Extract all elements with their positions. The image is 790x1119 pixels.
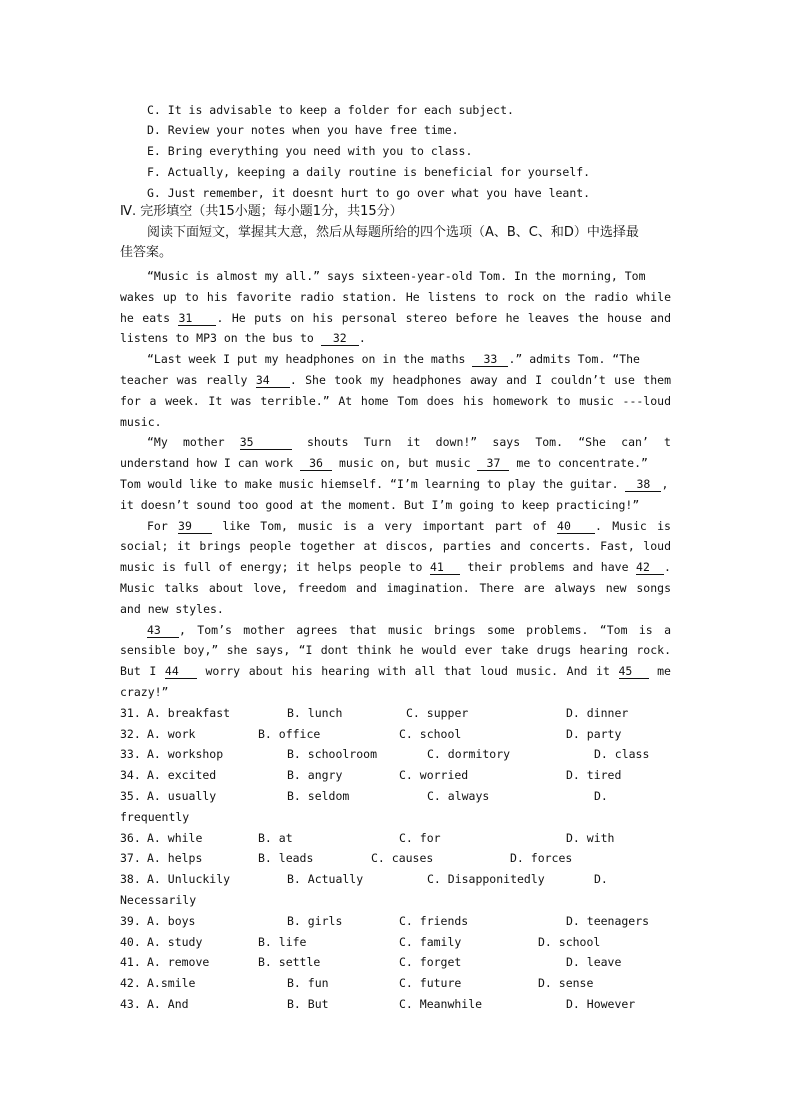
- question-num: 39.: [120, 914, 141, 928]
- passage-line: Music talks about love, freedom and imagination. There are always new songs: [120, 581, 671, 595]
- question-num: 32.: [120, 727, 141, 741]
- option-d[interactable]: D.: [594, 872, 608, 886]
- option-c[interactable]: C. family: [399, 935, 462, 949]
- blank-38[interactable]: 38: [625, 477, 661, 492]
- prev-option-f: F. Actually, keeping a daily routine is beneficial for yourself.: [147, 165, 591, 179]
- blank-43[interactable]: 43: [147, 623, 179, 638]
- option-c[interactable]: C. for: [399, 831, 441, 845]
- option-a[interactable]: A. breakfast: [147, 706, 231, 720]
- option-c[interactable]: C. Meanwhile: [399, 997, 483, 1011]
- option-a[interactable]: A. while: [147, 831, 203, 845]
- option-c[interactable]: C. supper: [406, 706, 469, 720]
- option-d[interactable]: D. forces: [510, 851, 573, 865]
- option-d-cont[interactable]: frequently: [120, 810, 190, 824]
- passage-line: wakes up to his favorite radio station. He listens to rock on the radio while: [120, 290, 671, 304]
- option-a[interactable]: A. And: [147, 997, 189, 1011]
- option-d[interactable]: D. with: [566, 831, 615, 845]
- option-b[interactable]: B. angry: [287, 768, 343, 782]
- passage-line: listens to MP3 on the bus to 32 .: [120, 331, 366, 345]
- option-a[interactable]: A. study: [147, 935, 203, 949]
- blank-32[interactable]: 32: [321, 331, 359, 346]
- option-c[interactable]: C. causes: [371, 851, 434, 865]
- passage-line: music is full of energy; it helps people to 41 their problems and have 42 .: [120, 560, 671, 574]
- section-instruction-cont: 佳答案。: [120, 245, 173, 260]
- option-a[interactable]: A. boys: [147, 914, 196, 928]
- passage-line: for a week. It was terrible.” At home Tom does his homework to music ---loud: [120, 394, 671, 408]
- prev-option-d: D. Review your notes when you have free time.: [147, 123, 459, 137]
- option-b[interactable]: B. fun: [287, 976, 329, 990]
- prev-option-g: G. Just remember, it doesnt hurt to go over what you have leant.: [147, 186, 591, 200]
- option-a[interactable]: A. Unluckily: [147, 872, 231, 886]
- question-num: 37.: [120, 851, 141, 865]
- blank-44[interactable]: 44: [165, 664, 197, 679]
- passage-line: Tom would like to make music hiemself. “I’m learning to play the guitar. 38 ,: [120, 477, 669, 491]
- option-a[interactable]: A. remove: [147, 955, 210, 969]
- option-a[interactable]: A. work: [147, 727, 196, 741]
- option-b[interactable]: B. settle: [258, 955, 321, 969]
- question-num: 42.: [120, 976, 141, 990]
- prev-option-c: C. It is advisable to keep a folder for each subject.: [147, 103, 514, 117]
- blank-41[interactable]: 41: [430, 560, 460, 575]
- option-d[interactable]: D. However: [566, 997, 636, 1011]
- blank-45[interactable]: 45: [619, 664, 649, 679]
- passage-line: “Last week I put my headphones on in the maths 33 .” admits Tom. “The: [147, 352, 640, 366]
- option-d[interactable]: D. party: [566, 727, 622, 741]
- passage-line: “Music is almost my all.” says sixteen-year-old Tom. In the morning, Tom: [147, 269, 646, 283]
- option-c[interactable]: C. school: [399, 727, 462, 741]
- passage-line: teacher was really 34 . She took my headphones away and I couldn’t use them: [120, 373, 671, 387]
- option-b[interactable]: B. Actually: [287, 872, 364, 886]
- section-instruction: 阅读下面短文，掌握其大意，然后从每题所给的四个选项（A、B、C、和D）中选择最: [147, 225, 639, 240]
- question-num: 41.: [120, 955, 141, 969]
- passage-line: For 39 like Tom, music is a very important part of 40 . Music is: [147, 519, 671, 533]
- option-b[interactable]: B. at: [258, 831, 293, 845]
- option-d[interactable]: D. teenagers: [566, 914, 650, 928]
- section-heading: Ⅳ. 完形填空（共15小题；每小题1分，共15分）: [120, 204, 403, 219]
- option-c[interactable]: C. dormitory: [427, 747, 511, 761]
- option-c[interactable]: C. always: [427, 789, 490, 803]
- option-d[interactable]: D. dinner: [566, 706, 629, 720]
- option-c[interactable]: C. future: [399, 976, 462, 990]
- question-num: 36.: [120, 831, 141, 845]
- question-num: 34.: [120, 768, 141, 782]
- passage-line: understand how I can work 36 music on, but music 37 me to concentrate.”: [120, 456, 648, 470]
- option-a[interactable]: A. workshop: [147, 747, 224, 761]
- option-b[interactable]: B. leads: [258, 851, 314, 865]
- option-a[interactable]: A. helps: [147, 851, 203, 865]
- question-num: 40.: [120, 935, 141, 949]
- option-b[interactable]: B. lunch: [287, 706, 343, 720]
- passage-line: and new styles.: [120, 602, 224, 616]
- blank-31[interactable]: 31: [178, 311, 216, 326]
- question-num: 43.: [120, 997, 141, 1011]
- option-d[interactable]: D. class: [594, 747, 650, 761]
- passage-line: “My mother 35 shouts Turn it down!” says Tom. “She can’ t: [147, 435, 671, 449]
- blank-34[interactable]: 34: [256, 373, 290, 388]
- passage-line: it doesn’t sound too good at the moment. But I’m going to keep practicing!”: [120, 498, 640, 512]
- option-d[interactable]: D. sense: [538, 976, 594, 990]
- option-d[interactable]: D. school: [538, 935, 601, 949]
- question-num: 31.: [120, 706, 141, 720]
- option-c[interactable]: C. friends: [399, 914, 469, 928]
- option-d[interactable]: D. tired: [566, 768, 622, 782]
- option-b[interactable]: B. girls: [287, 914, 343, 928]
- option-d[interactable]: D. leave: [566, 955, 622, 969]
- blank-35[interactable]: 35: [240, 435, 292, 450]
- passage-line: sensible boy,” she says, “I dont think he would ever take drugs hearing rock.: [120, 643, 671, 657]
- question-num: 33.: [120, 747, 141, 761]
- option-a[interactable]: A. excited: [147, 768, 217, 782]
- blank-37[interactable]: 37: [477, 456, 509, 471]
- question-num: 38.: [120, 872, 141, 886]
- passage-line: crazy!”: [120, 685, 169, 699]
- passage-line: 43 , Tom’s mother agrees that music brings some problems. “Tom is a: [147, 623, 671, 637]
- blank-42[interactable]: 42: [636, 560, 664, 575]
- option-d-cont[interactable]: Necessarily: [120, 893, 197, 907]
- option-d[interactable]: D.: [594, 789, 608, 803]
- option-b[interactable]: B. seldom: [287, 789, 350, 803]
- question-num: 35.: [120, 789, 141, 803]
- passage-line: social; it brings people together at discos, parties and concerts. Fast, loud: [120, 539, 671, 553]
- option-c[interactable]: C. Disapponitedly: [427, 872, 545, 886]
- option-a[interactable]: A.smile: [147, 976, 196, 990]
- passage-line: But I 44 worry about his hearing with all that loud music. And it 45 me: [120, 664, 671, 678]
- option-b[interactable]: B. schoolroom: [287, 747, 378, 761]
- option-c[interactable]: C. worried: [399, 768, 469, 782]
- blank-33[interactable]: 33: [472, 352, 508, 367]
- option-b[interactable]: B. But: [287, 997, 329, 1011]
- option-c[interactable]: C. forget: [399, 955, 462, 969]
- passage-line: music.: [120, 415, 162, 429]
- option-b[interactable]: B. life: [258, 935, 307, 949]
- passage-line: he eats 31 . He puts on his personal stereo before he leaves the house and: [120, 311, 671, 325]
- blank-36[interactable]: 36: [300, 456, 332, 471]
- option-a[interactable]: A. usually: [147, 789, 217, 803]
- blank-39[interactable]: 39: [178, 519, 212, 534]
- option-b[interactable]: B. office: [258, 727, 321, 741]
- blank-40[interactable]: 40: [557, 519, 595, 534]
- prev-option-e: E. Bring everything you need with you to class.: [147, 144, 473, 158]
